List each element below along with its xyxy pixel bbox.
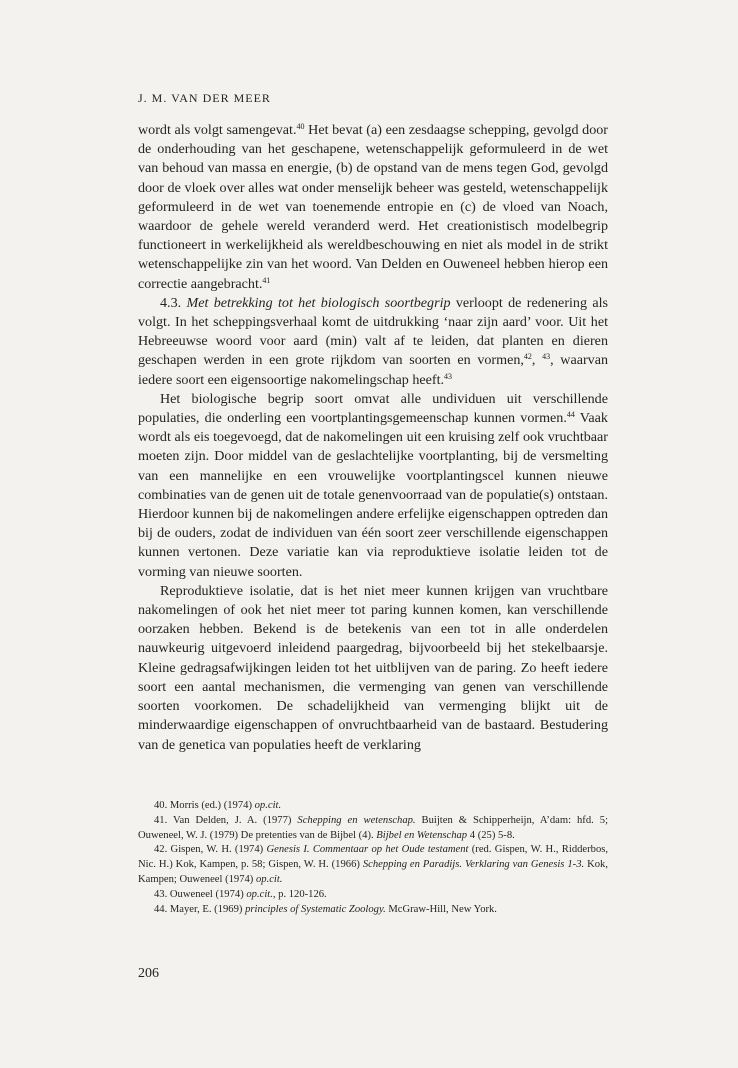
italic-text: Genesis I. Commentaar op het Oude testament — [266, 844, 469, 856]
italic-text: op.cit. — [254, 800, 282, 811]
footnote — [138, 799, 608, 814]
text-run: Kok, Kampen; Ouweneel (1974) — [138, 859, 608, 885]
italic-text: Bijbel en Wetenschap — [376, 829, 468, 841]
paragraph — [138, 582, 608, 755]
footnotes — [138, 799, 608, 917]
italic-text: op.cit. — [246, 888, 273, 900]
text-run: 4.3. — [160, 294, 187, 311]
text-run: 41. Van Delden, J. A. (1977) — [154, 814, 298, 826]
footnote — [138, 903, 608, 918]
footnote — [138, 843, 608, 887]
text-run: 4 (25) 5-8. — [467, 829, 515, 841]
text-run: 43. Ouweneel (1974) — [154, 888, 247, 900]
text-run: Reproduktieve isolatie, dat is het niet meer kunnen krijgen van vruchtbare nakomelingen of ook het niet meer tot paring kunnen komen, kan verschillende oorzaken hebben. Bekend is de betekenis van een tot in alle onderdelen nauwkeurig uitgevoerd inleidend paargedrag, bijvoorbeeld bij het stekelbaarsje. Kleine gedragsafwijkingen leiden tot het uitblijven van de paring. Zo heeft iedere soort een aantal mechanismen, die vermenging van genen van verschillende soorten voorkomen. De schadelijkheid van vermenging blijkt uit de minderwaardige eigenschappen of onvruchtbaarheid van de bastaard. Bestudering van de genetica van populaties heeft de verklaring — [138, 582, 608, 753]
text-run: 44. Mayer, E. (1969) — [154, 903, 246, 915]
text-run: wordt als volgt samengevat. — [138, 122, 297, 138]
running-head: J. M. VAN DER MEER — [138, 91, 271, 105]
text-run: McGraw-Hill, New York. — [385, 903, 497, 915]
text-run: Vaak wordt als eis toegevoegd, dat de nakomelingen uit een kruising zelf ook vruchtbaar moeten zijn. Door middel van de geslachtelijke voortplanting, bij de versmelting van een mannelijke en een vrouwelijke voortplantingscel kunnen nieuwe combinaties van de genen uit de totale genenvoorraad van de populatie(s) ontstaan. Hierdoor kunnen bij de nakomelingen andere erfelijke eigenschappen optreden dan bij de ouders, zodat de individuen van één soort zeer verschillende eigenschappen kunnen vertonen. Deze variatie kan via reproduktieve isolatie leiden tot de vorming van nieuwe soorten. — [138, 410, 608, 580]
footnote-ref: 44 — [566, 410, 575, 420]
footnote — [138, 888, 608, 903]
page-number: 206 — [138, 966, 159, 981]
italic-text: Met betrekking tot het biologisch soortbegrip — [186, 294, 451, 311]
text-run: , p. 120-126. — [272, 888, 327, 900]
text-run: verloopt de redenering als volgt. In het scheppingsverhaal komt de uitdrukking ‘naar zijn aard’ voor. Uit het Hebreeuwse woord voor aard (min) valt af te leiden, dat planten en dieren geschapen werden in een grote rijkdom van soorten en vormen, — [138, 294, 608, 369]
footnote-ref: 43 — [542, 352, 551, 362]
text-run: Het biologische begrip soort omvat alle undividuen uit verschillende populaties, die onderling een voortplantingsgemeenschap kunnen vormen. — [138, 390, 608, 427]
footnote-ref: 42 — [523, 352, 532, 362]
body-text — [138, 121, 608, 755]
text-run: , — [531, 352, 543, 369]
text-run: (red. Gispen, W. H., Ridderbos, Nic. H.) Kok, Kampen, p. 58; Gispen, W. H. (1966) — [138, 844, 609, 871]
paragraph — [138, 390, 608, 582]
paragraph — [138, 121, 608, 294]
italic-text: Schepping en wetenschap. — [297, 814, 416, 826]
paragraph — [138, 294, 608, 390]
italic-text: Schepping en Paradijs. Verklaring van Genesis 1-3. — [362, 859, 585, 871]
text-run: Buijten & Schipperheijn, A’dam: hfd. 5; Ouweneel, W. J. (1979) De pretenties van de Bijbel (4). — [138, 814, 609, 841]
text-run: 42. Gispen, W. H. (1974) — [154, 844, 267, 856]
text-run: Het bevat (a) een zesdaagse schepping, gevolgd door de onderhouding van het geschapene, wetenschappelijk geformuleerd in de wet van behoud van massa en energie, (b) de opstand van de mens tegen God, gevolgd door de vloek over alles wat onder menselijk beheer was gesteld, wetenschappelijk geformuleerd in de wet van toenemende entropie en (c) de vloed van Noach, waardoor de gehele wereld veranderd werd. Het creationistisch modelbegrip functioneert in werkelijkheid als wereldbeschouwing en niet als model in de strikt wetenschappelijke zin van het woord. Van Delden en Ouweneel hebben hierop een correctie aangebracht. — [138, 122, 608, 292]
footnote-ref: 41 — [262, 275, 271, 285]
footnote — [138, 814, 608, 844]
italic-text: op.cit. — [255, 873, 283, 885]
text-run: , waarvan iedere soort een eigensoortige nakomelingschap heeft. — [138, 352, 609, 388]
text-run: 40. Morris (ed.) (1974) — [154, 800, 255, 811]
footnote-ref: 43 — [444, 371, 453, 381]
footnote-ref: 40 — [296, 122, 305, 131]
italic-text: principles of Systematic Zoology. — [245, 903, 386, 915]
